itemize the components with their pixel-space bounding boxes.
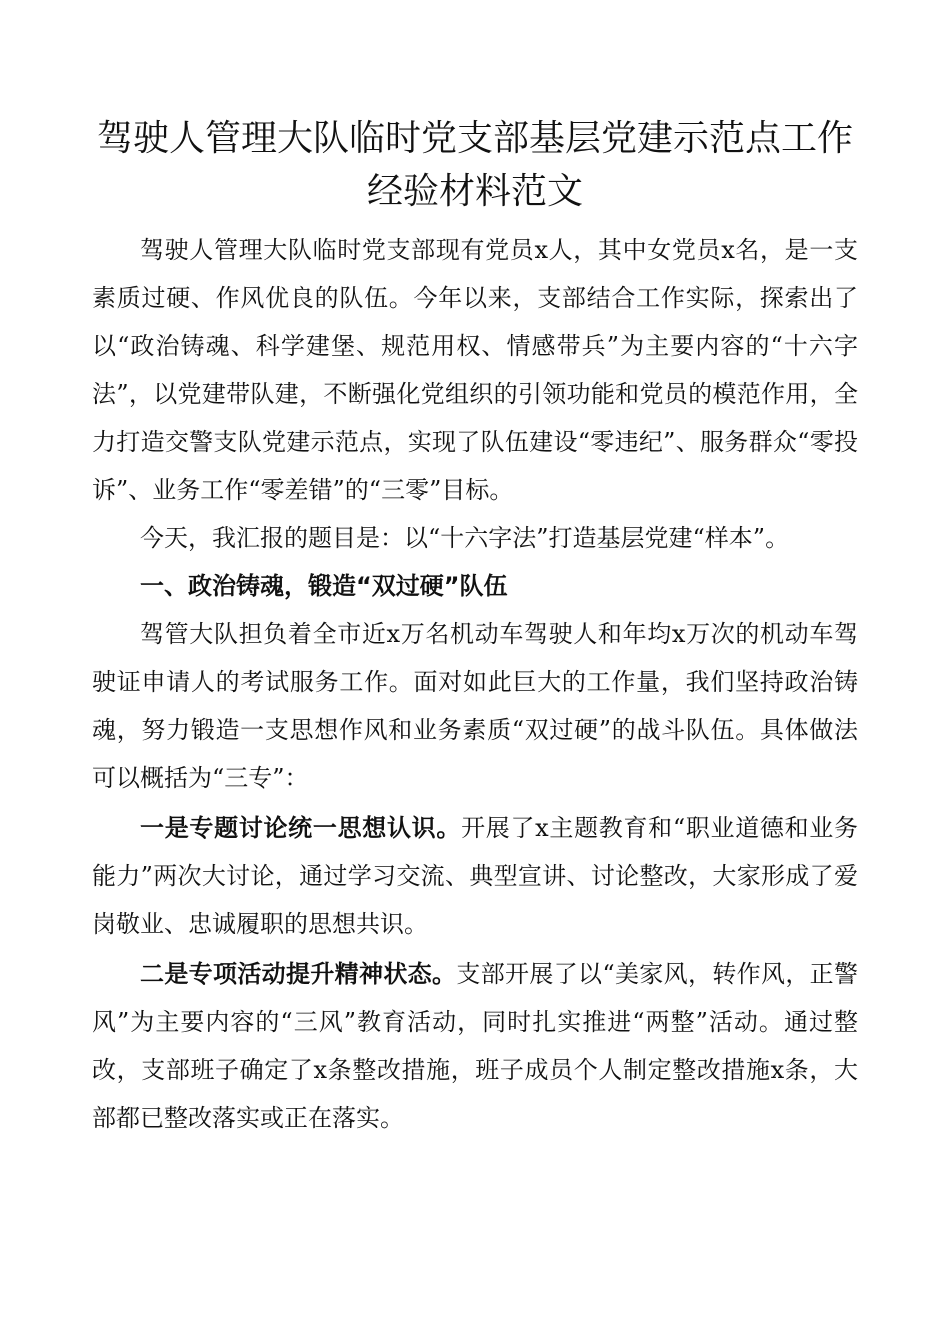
point-1-paragraph [92,804,858,948]
point-1-lead: 一是专题讨论统一思想认识。 [140,814,462,842]
title-line-2: 经验材料范文 [366,171,583,212]
point-1-text: 开展了x主题教育和“职业道德和业务能力”两次大讨论，通过学习交流、典型宣讲、讨论整改，大家形成了爱岗敬业、忠诚履职的思想共识。 [92,814,859,938]
document-title [90,112,860,218]
title-line-1: 驾驶人管理大队临时党支部基层党建示范点工作 [96,118,853,159]
point-2-lead: 二是专项活动提升精神状态。 [140,960,457,988]
intro-paragraph: 驾驶人管理大队临时党支部现有党员x人，其中女党员x名，是一支素质过硬、作风优良的队伍。今年以来，支部结合工作实际，探索出了以“政治铸魂、科学建堡、规范用权、情感带兵”为主要内容的“十六字法”，以党建带队建，不断强化党组织的引领功能和党员的模范作用，全力打造交警支队党建示范点，实现了队伍建设“零违纪”、服务群众“零投诉”、业务工作“零差错”的“三零”目标。 [92,236,858,504]
point-2-text: 支部开展了以“美家风，转作风，正警风”为主要内容的“三风”教育活动，同时扎实推进“两整”活动。通过整改，支部班子确定了x条整改措施，班子成员个人制定整改措施x条，大部都已整改落实或正在落实。 [92,960,858,1132]
topic-paragraph: 今天，我汇报的题目是：以“十六字法”打造基层党建“样本”。 [140,524,790,552]
section-1-intro-paragraph: 驾管大队担负着全市近x万名机动车驾驶人和年均x万次的机动车驾驶证申请人的考试服务工作。面对如此巨大的工作量，我们坚持政治铸魂，努力锻造一支思想作风和业务素质“双过硬”的战斗队伍。具体做法可以概括为“三专”： [92,620,858,792]
document-body [92,226,858,1142]
point-2-paragraph [92,950,858,1142]
section-1-heading: 一、政治铸魂，锻造“双过硬”队伍 [140,572,508,600]
